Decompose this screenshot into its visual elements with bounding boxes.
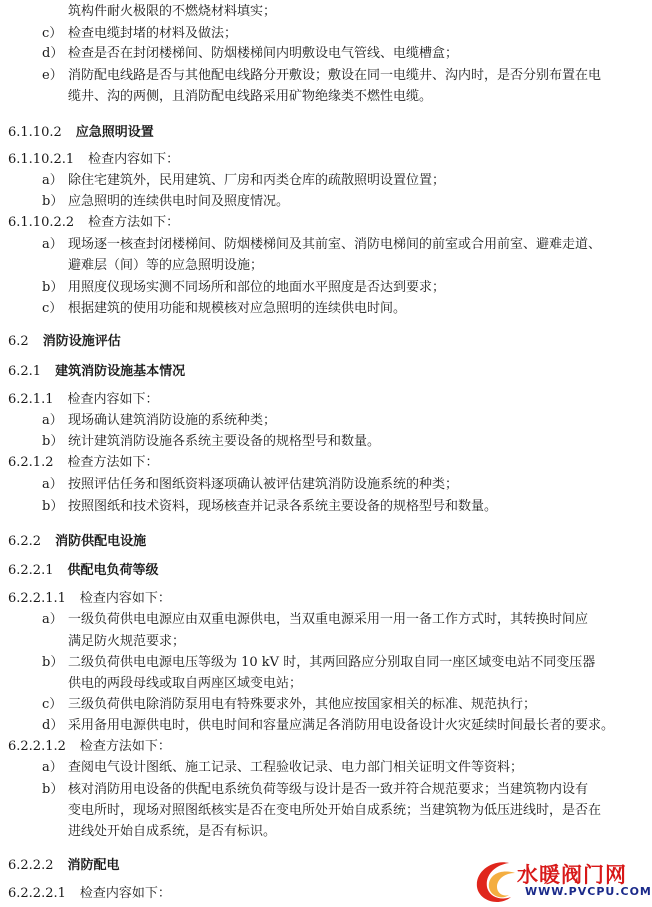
item-text: 消防配电线路是否与其他配电线路分开敷设；敷设在同一电缆井、沟内时，是否分别布置在电 — [68, 68, 602, 83]
item-text: 统计建筑消防设施各系统主要设备的规格型号和数量。 — [68, 434, 381, 449]
item-text-cont: 缆井、沟的两侧，且消防配电线路采用矿物绝缘类不燃性电缆。 — [68, 89, 433, 104]
item-text-cont: 满足防火规范要求； — [68, 634, 186, 649]
item-text: 按照图纸和技术资料，现场核查并记录各系统主要设备的规格型号和数量。 — [68, 499, 498, 514]
section-title: 检查内容如下： — [79, 886, 171, 901]
section-title: 检查方法如下： — [88, 215, 180, 230]
item-text: 按照评估任务和图纸资料逐项确认被评估建筑消防设施系统的种类； — [68, 477, 459, 492]
section-number: 6.1.10.2 — [8, 125, 62, 140]
item-text: 核对消防用电设备的供配电系统负荷等级与设计是否一致并符合规范要求；当建筑物内设有 — [68, 782, 589, 797]
section-number: 6.2.2.1.1 — [8, 591, 66, 606]
item-text-cont: 变电所时，现场对照图纸核实是否在变电所处开始自成系统；当建筑物为低压进线时，是否在 — [68, 803, 602, 818]
section-title: 检查方法如下： — [79, 739, 171, 754]
section-number: 6.2.2.1 — [8, 563, 54, 578]
subsection-heading — [8, 392, 159, 408]
section-heading — [8, 364, 185, 380]
subsection-heading — [8, 886, 171, 902]
section-title: 检查内容如下： — [88, 152, 180, 167]
section-heading — [8, 563, 159, 579]
item-text: 采用备用电源供电时，供电时间和容量应满足各消防用电设备设计火灾延续时间最长者的要求。 — [68, 718, 615, 733]
item-text: 一级负荷供电电源应由双重电源供电，当双重电源采用一用一备工作方式时，其转换时间应 — [68, 612, 589, 627]
item-text: 除住宅建筑外，民用建筑、厂房和丙类仓库的疏散照明设置位置； — [68, 173, 446, 188]
item-label: c） — [42, 301, 63, 316]
item-label: e） — [42, 68, 63, 83]
item-label: a） — [42, 760, 63, 775]
section-number: 6.2.1 — [8, 364, 42, 379]
item-label: a） — [42, 612, 63, 627]
swirl-logo-icon — [471, 857, 521, 905]
watermark-logo — [471, 857, 652, 905]
section-number: 6.2.2.2 — [8, 858, 54, 873]
item-text: 三级负荷供电除消防泵用电有特殊要求外，其他应按国家相关的标准、规范执行； — [68, 697, 537, 712]
section-heading — [8, 858, 120, 874]
section-number: 6.2.2.1.2 — [8, 739, 66, 754]
section-number: 6.2 — [8, 334, 29, 349]
item-label: b） — [42, 434, 64, 449]
text-line: 筑构件耐火极限的不燃烧材料填实； — [68, 4, 277, 19]
item-text: 检查是否在封闭楼梯间、防烟楼梯间内明敷设电气管线、电缆槽盒； — [68, 46, 459, 61]
subsection-heading — [8, 455, 159, 471]
section-number: 6.2.1.1 — [8, 392, 54, 407]
item-text: 检查电缆封堵的材料及做法； — [68, 26, 238, 41]
watermark-url: WWW.PVCPU.COM — [525, 885, 652, 898]
section-number: 6.2.1.2 — [8, 455, 54, 470]
section-number: 6.2.2 — [8, 534, 42, 549]
section-number: 6.1.10.2.1 — [8, 152, 75, 167]
item-label: a） — [42, 413, 63, 428]
section-heading — [8, 334, 121, 350]
item-label: c） — [42, 697, 63, 712]
section-title: 检查内容如下： — [67, 392, 159, 407]
section-heading — [8, 534, 146, 550]
section-title: 供配电负荷等级 — [67, 563, 159, 578]
subsection-heading — [8, 152, 179, 168]
item-text: 根据建筑的使用功能和规模核对应急照明的连续供电时间。 — [68, 301, 407, 316]
item-label: a） — [42, 237, 63, 252]
item-label: b） — [42, 194, 64, 209]
item-text-cont: 进线处开始自成系统，是否有标识。 — [68, 824, 277, 839]
item-label: a） — [42, 477, 63, 492]
section-number: 6.1.10.2.2 — [8, 215, 75, 230]
section-title: 建筑消防设施基本情况 — [55, 364, 186, 379]
item-label: a） — [42, 173, 63, 188]
item-text: 二级负荷供电电源电压等级为 10 kV 时，其两回路应分别取自同一座区域变电站不同变压器 — [68, 655, 596, 670]
subsection-heading — [8, 591, 171, 607]
section-title: 消防配电 — [67, 858, 120, 873]
item-label: d） — [42, 718, 64, 733]
item-label: d） — [42, 46, 64, 61]
section-title: 检查内容如下： — [79, 591, 171, 606]
section-title: 消防设施评估 — [42, 334, 121, 349]
watermark-name: 水暖阀门网 — [517, 863, 627, 887]
item-label: b） — [42, 280, 64, 295]
section-heading — [8, 125, 154, 141]
section-title: 消防供配电设施 — [55, 534, 147, 549]
item-label: b） — [42, 499, 64, 514]
item-text-cont: 供电的两段母线或取自两座区域变电站； — [68, 676, 303, 691]
item-label: c） — [42, 26, 63, 41]
item-text: 现场逐一核查封闭楼梯间、防烟楼梯间及其前室、消防电梯间的前室或合用前室、避难走道、 — [68, 237, 602, 252]
item-label: b） — [42, 782, 64, 797]
item-text: 查阅电气设计图纸、施工记录、工程验收记录、电力部门相关证明文件等资料； — [68, 760, 524, 775]
subsection-heading — [8, 215, 179, 231]
section-title: 检查方法如下： — [67, 455, 159, 470]
subsection-heading — [8, 739, 171, 755]
section-title: 应急照明设置 — [75, 125, 154, 140]
item-text-cont: 避难层（间）等的应急照明设施； — [68, 258, 264, 273]
item-text: 用照度仪现场实测不同场所和部位的地面水平照度是否达到要求； — [68, 280, 446, 295]
item-text: 现场确认建筑消防设施的系统种类； — [68, 413, 277, 428]
section-number: 6.2.2.2.1 — [8, 886, 66, 901]
item-text: 应急照明的连续供电时间及照度情况。 — [68, 194, 290, 209]
item-label: b） — [42, 655, 64, 670]
